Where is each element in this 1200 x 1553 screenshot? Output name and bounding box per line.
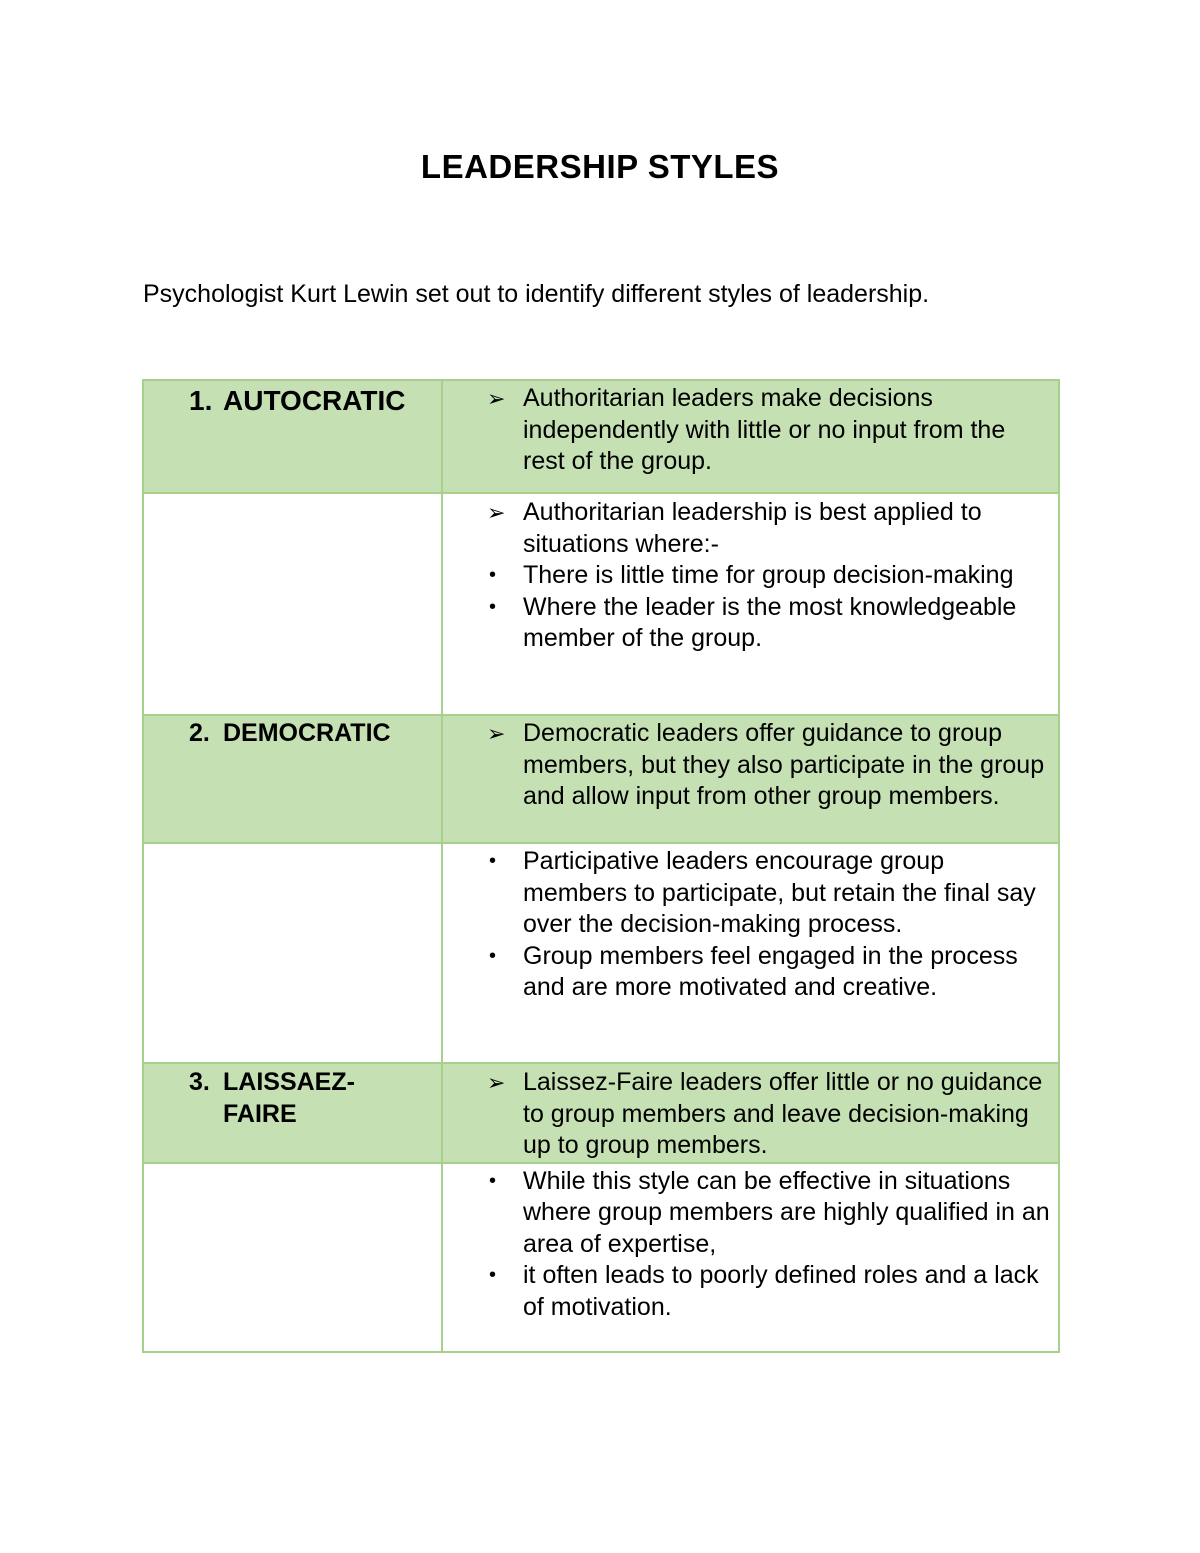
style-details-row-autocratic: [143, 493, 1059, 715]
style-row-laissez-faire: [143, 1063, 1059, 1163]
dot-bullet-icon: •: [489, 944, 497, 967]
dot-bullet-icon: •: [489, 595, 497, 618]
empty-cell: [143, 1163, 442, 1352]
style-details-cell: [442, 843, 1059, 1063]
list-item: ➢ Authoritarian leadership is best applied to situations where:-: [487, 497, 1050, 560]
list-item: • it often leads to poorly defined roles and a lack of motivation.: [487, 1260, 1054, 1323]
page-title: LEADERSHIP STYLES: [420, 148, 780, 185]
style-row-democratic: [143, 715, 1059, 843]
list-item: ➢ Laissez-Faire leaders offer little or no guidance to group members and leave decision-making up to group members.: [487, 1067, 1050, 1162]
arrow-bullet-icon: ➢: [487, 721, 506, 746]
style-details-row-democratic: [143, 843, 1059, 1063]
empty-cell: [143, 493, 442, 715]
style-name-text: DEMOCRATIC: [223, 719, 391, 747]
style-name: [144, 381, 441, 417]
style-summary-cell: [442, 715, 1059, 843]
intro-paragraph: Psychologist Kurt Lewin set out to identify different styles of leadership.: [143, 280, 930, 308]
empty-cell: [143, 843, 442, 1063]
arrow-bullet-icon: ➢: [487, 386, 506, 411]
style-name-cell: [143, 1063, 442, 1163]
list-item: • Participative leaders encourage group members to participate, but retain the final say over the decision-making process.: [487, 846, 1050, 941]
style-details-cell: [442, 493, 1059, 715]
style-name-text: LAISSAEZ-FAIRE: [223, 1068, 355, 1128]
style-row-autocratic: [143, 380, 1059, 493]
style-number: 3.: [189, 1068, 210, 1096]
style-name-cell: [143, 715, 442, 843]
dot-bullet-icon: •: [489, 1264, 497, 1286]
style-number: 1.: [189, 385, 213, 416]
dot-bullet-icon: •: [489, 1169, 497, 1192]
dot-bullet-icon: •: [489, 850, 497, 872]
leadership-styles-table: [142, 379, 1060, 1353]
list-item: • Where the leader is the most knowledgeable member of the group.: [487, 592, 1050, 655]
list-item: ➢ Democratic leaders offer guidance to group members, but they also participate in the group and allow input from other group members.: [487, 718, 1050, 813]
list-item: • Group members feel engaged in the process and are more motivated and creative.: [487, 941, 1050, 1004]
style-details-row-laissez-faire: [143, 1163, 1059, 1352]
style-name-cell: [143, 380, 442, 493]
list-item: • There is little time for group decision-making: [487, 560, 1050, 592]
style-summary-cell: [442, 1063, 1059, 1163]
list-item: • While this style can be effective in situations where group members are highly qualified in an area of expertise,: [487, 1166, 1054, 1261]
arrow-bullet-icon: ➢: [487, 1070, 506, 1095]
list-item: ➢ Authoritarian leaders make decisions independently with little or no input from the rest of the group.: [487, 383, 1050, 478]
dot-bullet-icon: •: [489, 564, 497, 586]
style-name: [144, 1064, 441, 1130]
style-number: 2.: [189, 719, 210, 747]
style-details-cell: [442, 1163, 1059, 1352]
style-name: [144, 716, 441, 750]
arrow-bullet-icon: ➢: [487, 500, 506, 525]
style-name-text: AUTOCRATIC: [223, 385, 406, 416]
style-summary-cell: [442, 380, 1059, 493]
